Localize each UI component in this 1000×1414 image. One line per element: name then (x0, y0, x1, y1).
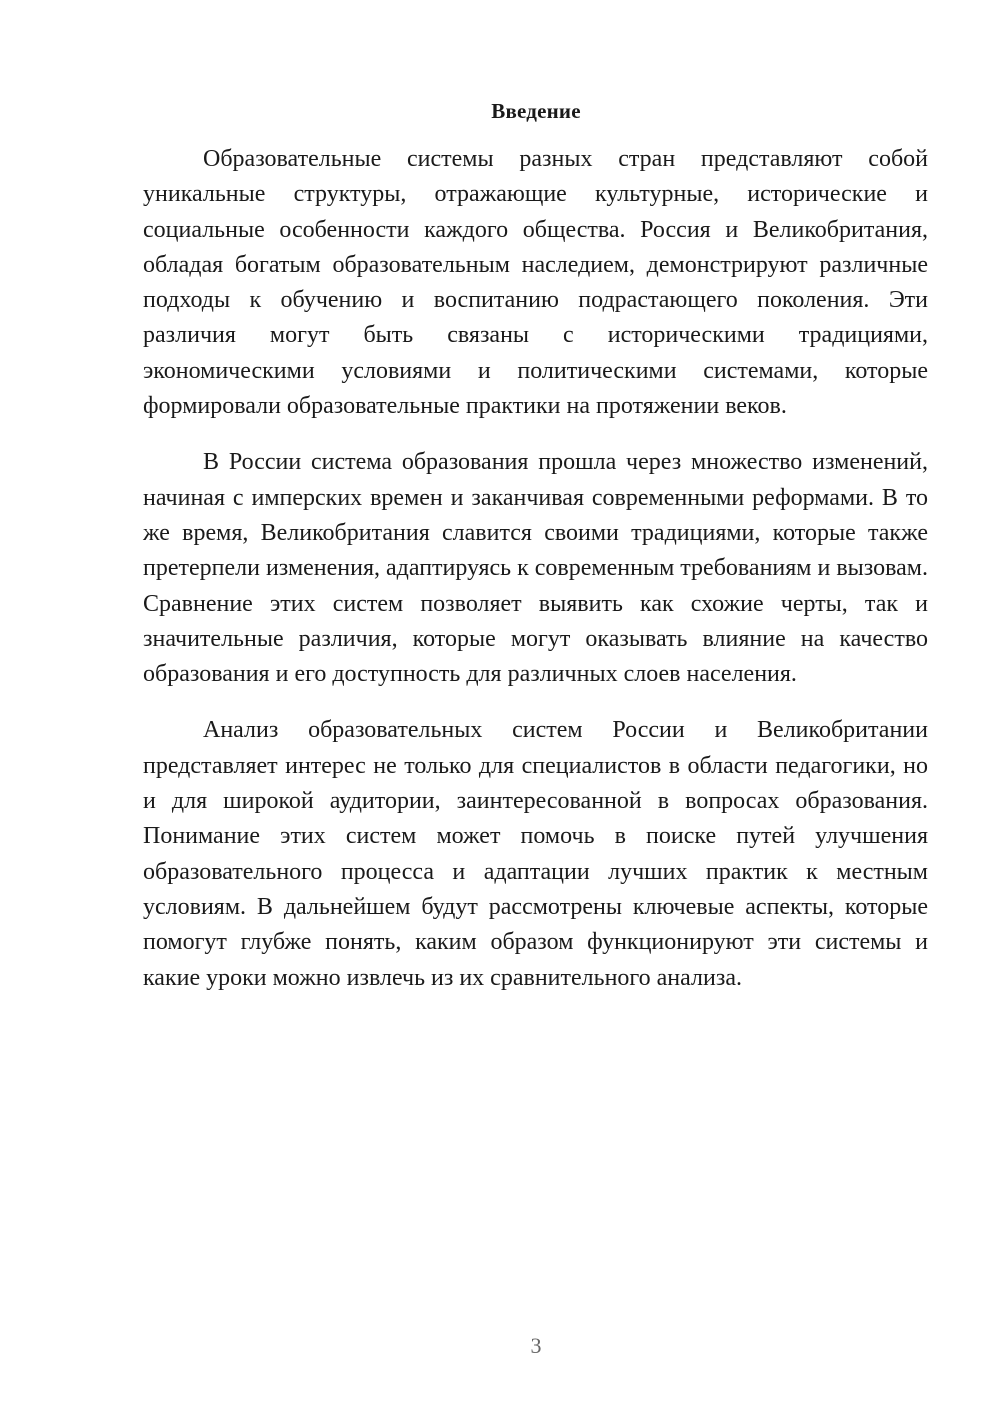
paragraph-1: Образовательные системы разных стран представляют собой уникальные структуры, отражающие культурные, исторические и социальные особенности каждого общества. Россия и Великобритания, обладая богатым образовательным наследием, демонстрируют различные подходы к обучению и воспитанию подрастающего поколения. Эти различия могут быть связаны с историческими традициями, экономическими условиями и политическими системами, которые формировали образовательные практики на протяжении веков. (143, 146, 928, 420)
page-number: 3 (530, 1333, 542, 1358)
paragraph-3: Анализ образовательных систем России и Великобритании представляет интерес не только для специалистов в области педагогики, но и для широкой аудитории, заинтересованной в вопросах образования. Понимание этих систем может помочь в поиске путей улучшения образовательного процесса и адаптации лучших практик к местным условиям. В дальнейшем будут рассмотрены ключевые аспекты, которые помогут глубже понять, каким образом функционируют эти системы и какие уроки можно извлечь из их сравнительного анализа. (143, 717, 928, 991)
document-body (143, 142, 928, 1017)
page-title: Введение (491, 99, 581, 123)
paragraph-2: В России система образования прошла через множество изменений, начиная с имперских времен и заканчивая современными реформами. В то же время, Великобритания славится своими традициями, которые также претерпели изменения, адаптируясь к современным требованиям и вызовам. Сравнение этих систем позволяет выявить как схожие черты, так и значительные различия, которые могут оказывать влияние на качество образования и его доступность для различных слоев населения. (143, 449, 928, 688)
